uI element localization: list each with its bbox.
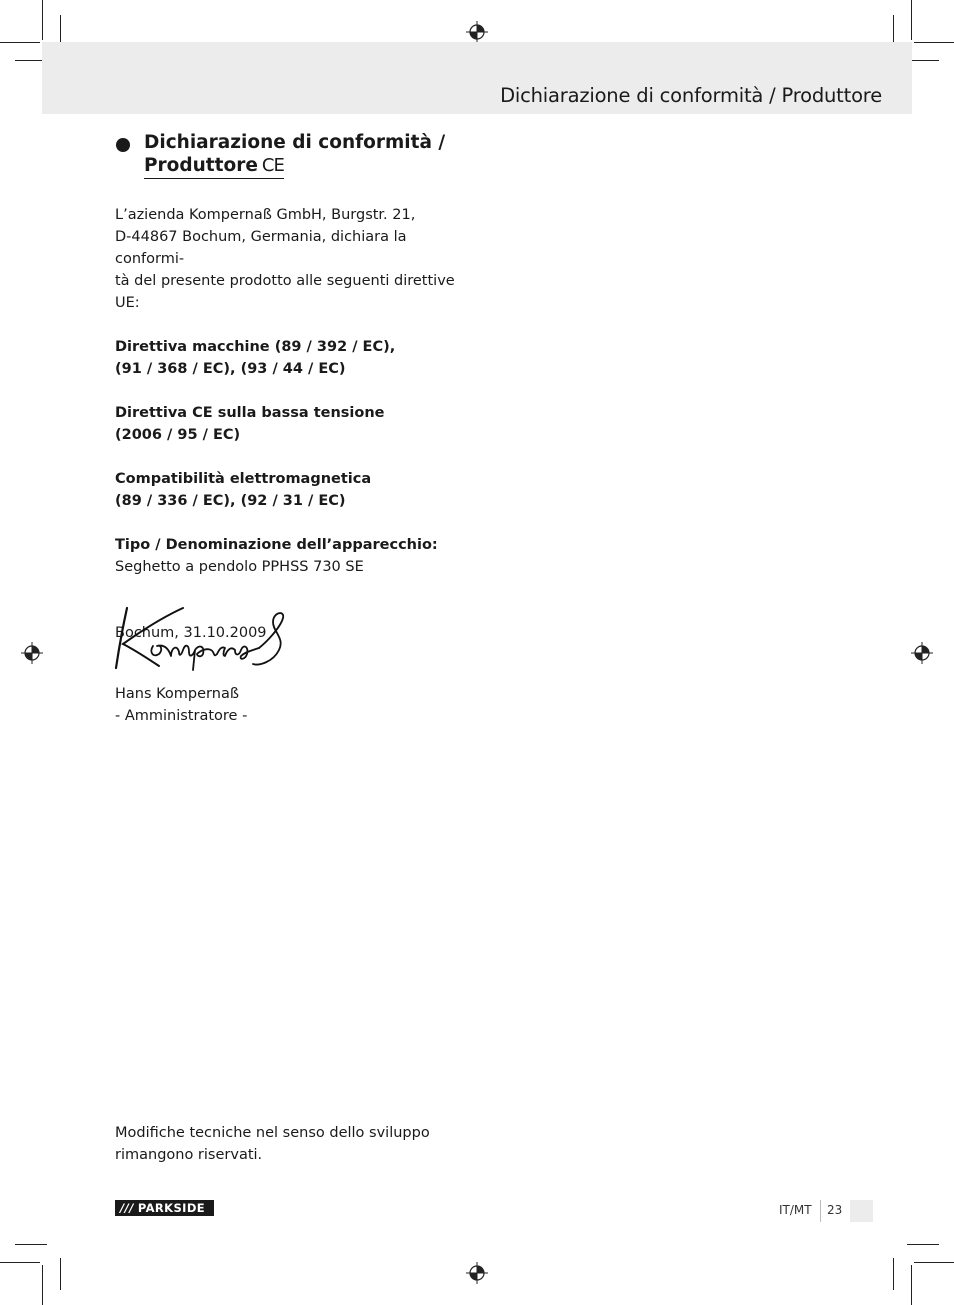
device-value: Seghetto a pendolo PPHSS 730 SE: [115, 559, 364, 575]
crop-mark: [911, 1265, 912, 1305]
signer-role: - Amministratore -: [115, 708, 248, 724]
main-content: [115, 131, 475, 644]
page-tab: [850, 1200, 873, 1222]
page-number: 23: [827, 1203, 843, 1217]
footer-note-line: rimangono riservati.: [115, 1147, 263, 1163]
heading-line-2: [144, 154, 284, 179]
directive-line: Compatibilità elettromagnetica: [115, 471, 372, 487]
heading-line-1: Dichiarazione di conformità /: [144, 132, 446, 153]
registration-mark-icon: [466, 21, 488, 43]
directive-line: Direttiva CE sulla bassa tensione: [115, 405, 385, 421]
registration-mark-icon: [21, 642, 43, 664]
footer-note: [115, 1122, 475, 1166]
language-code: IT/MT: [779, 1203, 812, 1217]
directive-line: (91 / 368 / EC), (93 / 44 / EC): [115, 361, 346, 377]
heading-line-2-text: Produttore: [144, 155, 258, 176]
crop-mark: [893, 1258, 894, 1290]
bullet-icon: [116, 138, 130, 152]
ce-mark-icon: CE: [261, 155, 284, 176]
signer-name: Hans Kompernaß: [115, 686, 239, 702]
logo-text: PARKSIDE: [137, 1201, 206, 1215]
crop-mark: [0, 1262, 40, 1263]
crop-mark: [0, 42, 40, 43]
crop-mark: [15, 1244, 47, 1245]
logo-stripes: ///: [120, 1201, 134, 1215]
intro-line: tà del presente prodotto alle seguenti direttive UE:: [115, 273, 455, 311]
place-date: Bochum, 31.10.2009: [115, 625, 267, 641]
section-heading: [115, 131, 475, 179]
crop-mark: [42, 0, 43, 40]
registration-mark-icon: [466, 1262, 488, 1284]
footer-note-line: Modifiche tecniche nel senso dello sviluppo: [115, 1125, 430, 1141]
intro-line: D-44867 Bochum, Germania, dichiara la conformi-: [115, 229, 407, 267]
crop-mark: [914, 1262, 954, 1263]
directive-line: (2006 / 95 / EC): [115, 427, 241, 443]
directive-line: (89 / 336 / EC), (92 / 31 / EC): [115, 493, 346, 509]
device-label: Tipo / Denominazione dell’apparecchio:: [115, 537, 438, 553]
directive-line: Direttiva macchine (89 / 392 / EC),: [115, 339, 396, 355]
registration-mark-icon: [911, 642, 933, 664]
signature-image: [113, 604, 288, 672]
crop-mark: [911, 0, 912, 40]
crop-mark: [60, 1258, 61, 1290]
intro-line: L’azienda Kompernaß GmbH, Burgstr. 21,: [115, 207, 416, 223]
crop-mark: [42, 1265, 43, 1305]
page-separator: [820, 1200, 821, 1222]
parkside-logo: [115, 1200, 214, 1216]
page-title: Dichiarazione di conformità / Produttore: [500, 84, 882, 107]
crop-mark: [907, 1244, 939, 1245]
crop-mark: [914, 42, 954, 43]
signer-block: [115, 683, 475, 727]
